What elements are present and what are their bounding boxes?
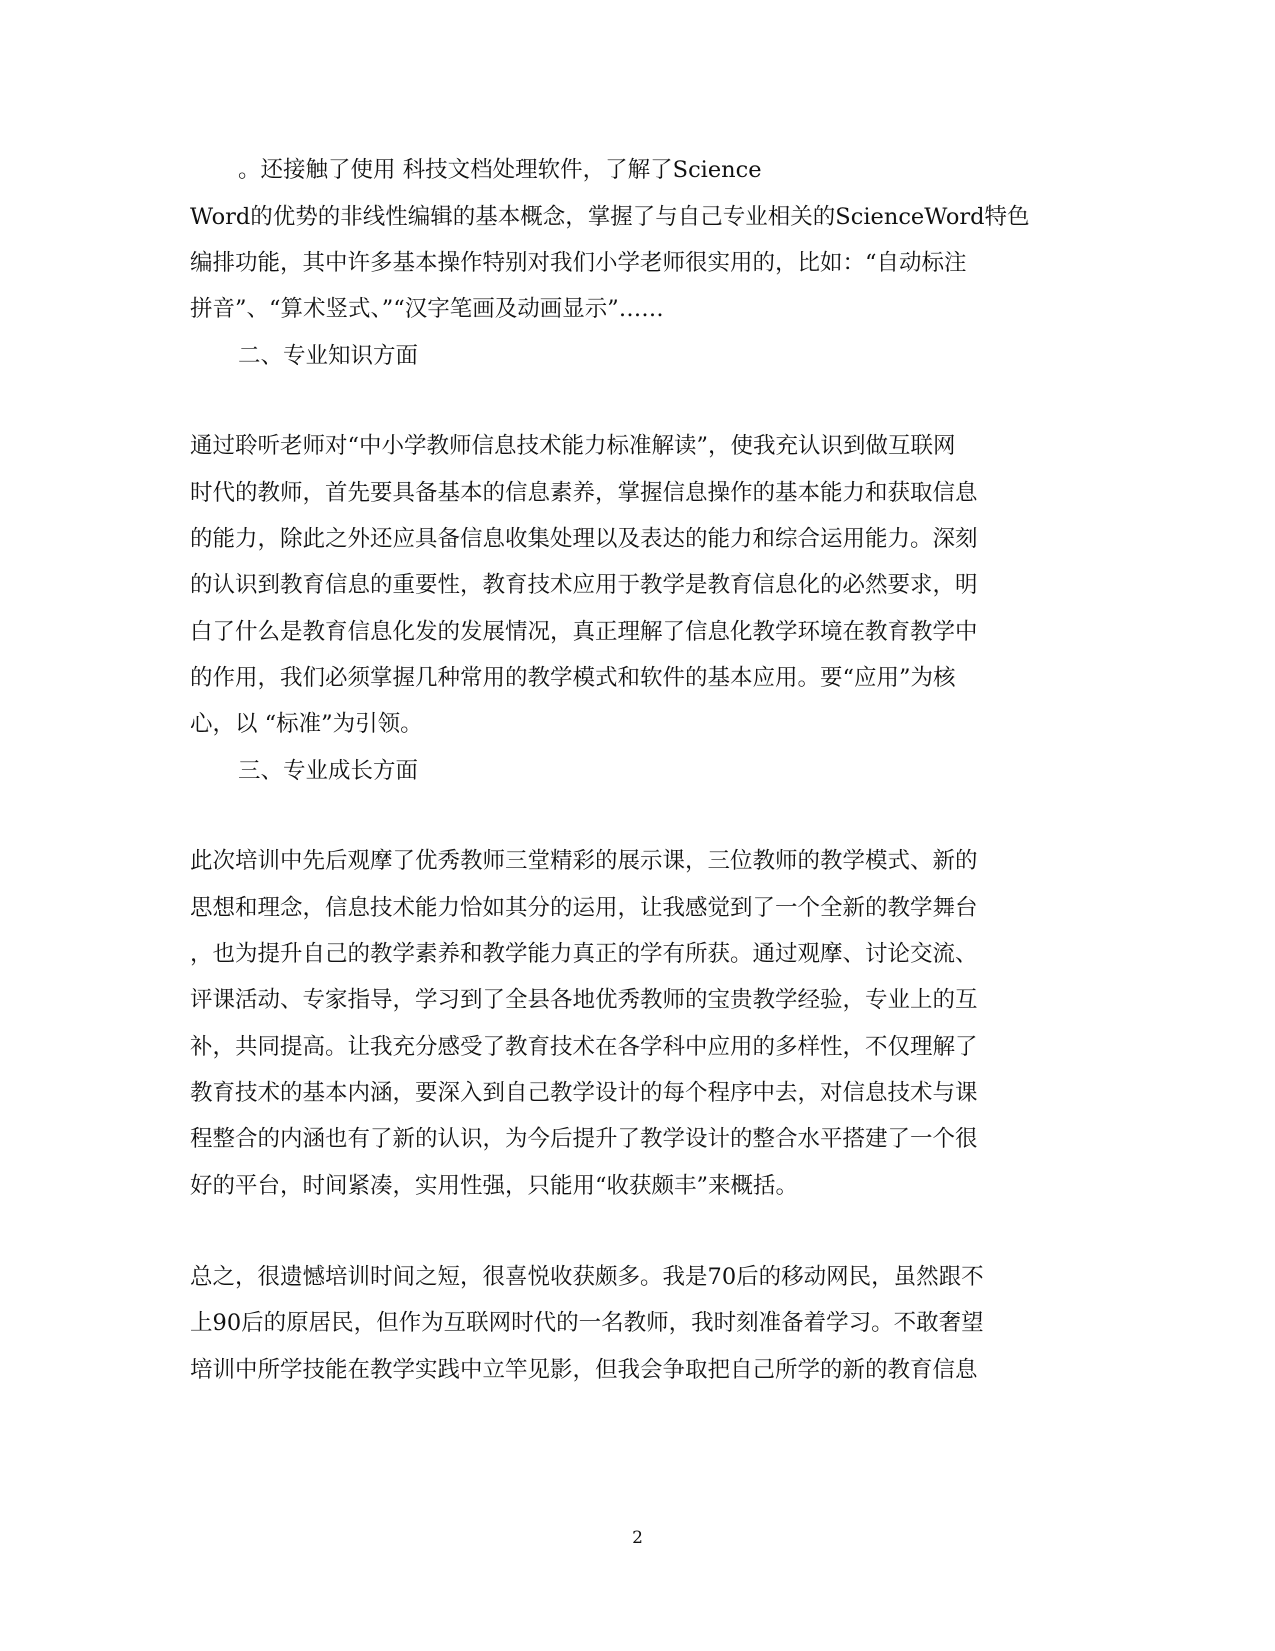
text-line: 此次培训中先后观摩了优秀教师三堂精彩的展示课，三位教师的教学模式、新的 (190, 848, 978, 874)
text-line: 的能力，除此之外还应具备信息收集处理以及表达的能力和综合运用能力。深刻 (190, 526, 978, 552)
text-line: 时代的教师，首先要具备基本的信息素养，掌握信息操作的基本能力和获取信息 (190, 480, 978, 506)
text-line: 的认识到教育信息的重要性，教育技术应用于教学是教育信息化的必然要求，明 (190, 572, 978, 598)
text-line: 好的平台，时间紧凑，实用性强，只能用“收获颇丰”来概括。 (190, 1173, 799, 1199)
text-line: 总之，很遗憾培训时间之短，很喜悦收获颇多。我是70后的移动网民，虽然跟不 (190, 1264, 984, 1290)
text-line: ，也为提升自己的教学素养和教学能力真正的学有所获。通过观摩、讨论交流、 (190, 941, 978, 967)
text-line: Word的优势的非线性编辑的基本概念，掌握了与自己专业相关的ScienceWord特色 (190, 204, 1030, 230)
text-line: 通过聆听老师对“中小学教师信息技术能力标准解读”，使我充认识到做互联网 (190, 433, 956, 459)
text-line: 程整合的内涵也有了新的认识，为今后提升了教学设计的整合水平搭建了一个很 (190, 1126, 978, 1152)
section-heading: 二、专业知识方面 (238, 343, 419, 369)
text-line: 评课活动、专家指导，学习到了全县各地优秀教师的宝贵教学经验，专业上的互 (190, 987, 978, 1013)
text-line: 上90后的原居民，但作为互联网时代的一名教师，我时刻准备着学习。不敢奢望 (190, 1310, 984, 1336)
page-number: 2 (632, 1528, 643, 1548)
text-line: 白了什么是教育信息化发的发展情况，真正理解了信息化教学环境在教育教学中 (190, 619, 978, 645)
text-line: 教育技术的基本内涵，要深入到自己教学设计的每个程序中去，对信息技术与课 (190, 1080, 978, 1106)
text-line: 心，以 “标准”为引领。 (190, 711, 423, 737)
text-line: 补，共同提高。让我充分感受了教育技术在各学科中应用的多样性，不仅理解了 (190, 1034, 978, 1060)
text-line: 培训中所学技能在教学实践中立竿见影，但我会争取把自己所学的新的教育信息 (190, 1357, 978, 1383)
text-line: 思想和理念，信息技术能力恰如其分的运用，让我感觉到了一个全新的教学舞台 (190, 895, 978, 921)
text-line: 编排功能，其中许多基本操作特别对我们小学老师很实用的，比如：“自动标注 (190, 250, 967, 276)
section-heading: 三、专业成长方面 (238, 758, 419, 784)
text-line: 的作用，我们必须掌握几种常用的教学模式和软件的基本应用。要“应用”为核 (190, 665, 956, 691)
text-line: 拼音”、“算术竖式、”“汉字笔画及动画显示”…… (190, 296, 664, 322)
text-line: 。还接触了使用 科技文档处理软件，了解了Science (238, 157, 762, 183)
